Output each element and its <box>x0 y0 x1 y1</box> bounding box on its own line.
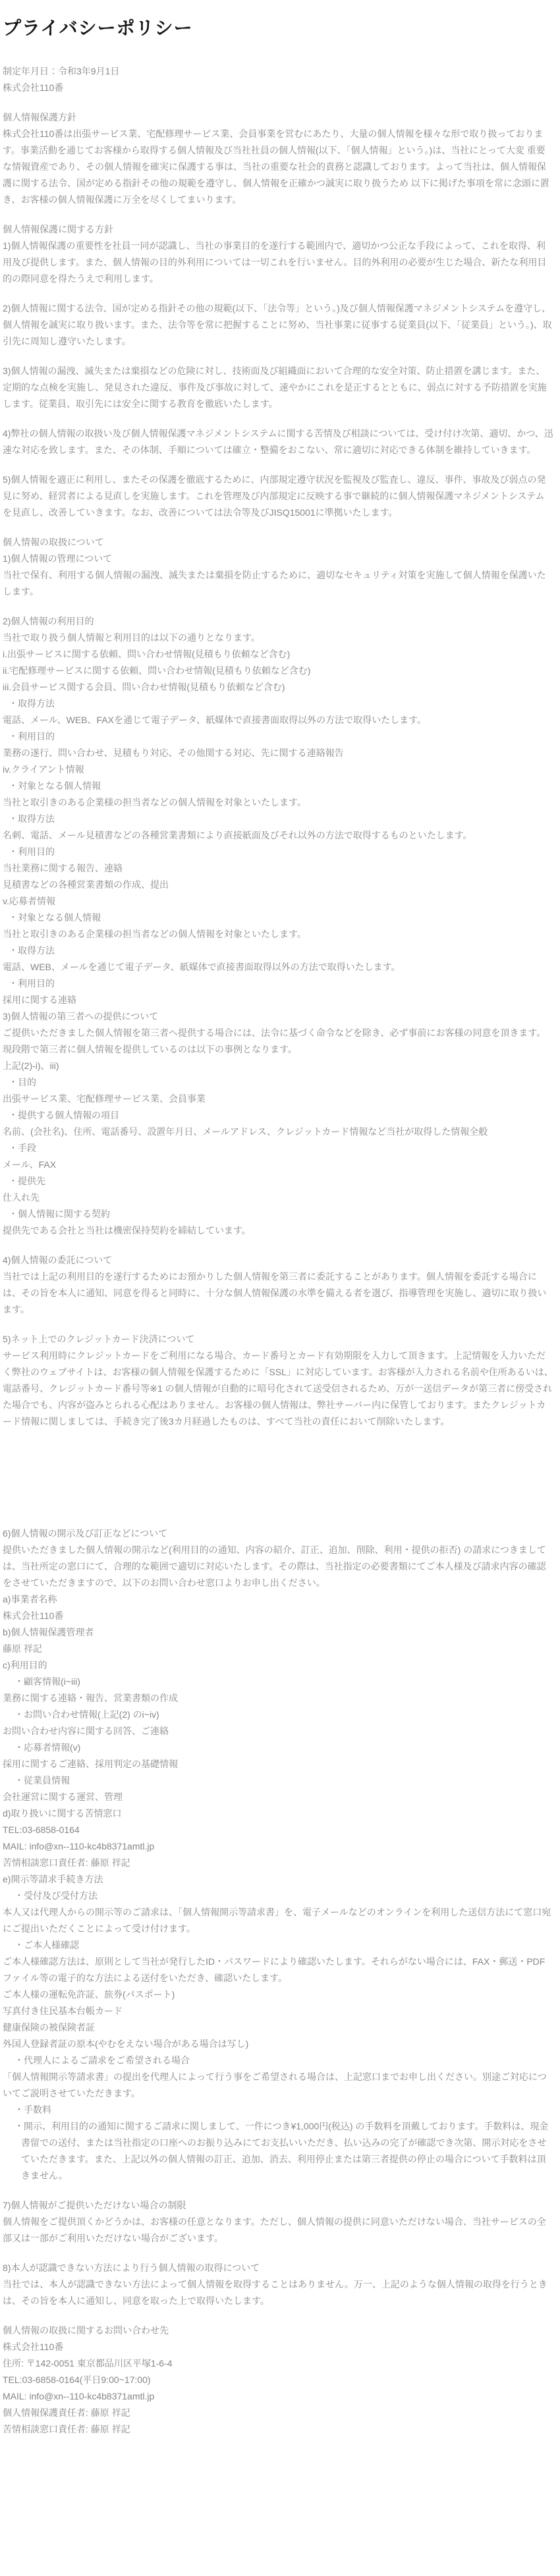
text-line: 3)個人情報の第三者への提供について <box>3 1011 159 1022</box>
text-block <box>3 2197 553 2247</box>
text-line: 住所: 〒142-0051 東京都品川区平塚1-6-4 <box>3 2358 173 2369</box>
text-line: 出張サービス業、宅配修理サービス業、会員事業 <box>3 1093 206 1104</box>
text-line: TEL:03-6858-0164(平日9:00~17:00) <box>3 2374 151 2385</box>
text-line: 提供先である会社と当社は機密保持契約を締結しています。 <box>3 1225 251 1236</box>
text-line: 藤原 祥記 <box>3 1643 42 1654</box>
text-line: 電話、メール、WEB、FAXを通じて電子データ、紙媒体で直接書面取得以外の方法で取得いたします。 <box>3 715 426 725</box>
text-line: a)事業者名称 <box>3 1594 57 1604</box>
text-line: 当社業務に関する報告、連絡 <box>3 863 123 873</box>
text-line: 提供いただきました個人情報の開示など(利用目的の通知、内容の紹介、訂正、追加、削除、利用・提供の拒否) の請求につきましては、当社所定の窓口にて、合理的な範囲で適切に対応いたします。その際は、当社指定の必要書類にてご本人様及び請求内容の確認をさせていただきますので、以下のお問い合わせ窓口よりお申し出ください。 <box>3 1545 546 1588</box>
text-line: ・受付及び受付方法 <box>14 1890 98 1901</box>
text-line: ・利用目的 <box>9 978 55 989</box>
text-line: 当社と取引きのある企業様の担当者などの個人情報を対象といたします。 <box>3 797 306 808</box>
text-line: 苦情相談窓口責任者: 藤原 祥記 <box>3 1857 130 1868</box>
text-line: 電話、WEB、メールを通じて電子データ、紙媒体で直接書面取得以外の方法で取得いたします。 <box>3 962 401 972</box>
text-line: ・対象となる個人情報 <box>9 912 101 923</box>
text-line: ・利用目的 <box>9 846 55 857</box>
text-line: 7)個人情報がご提供いただけない場合の制限 <box>3 2200 186 2210</box>
text-line: 当社で保有、利用する個人情報の漏洩、滅失または棄損を防止するために、適切なセキュリティ対策を実施して個人情報を保護いたします。 <box>3 570 546 597</box>
text-line: ご本人様確認方法は、原則として当社が発行したID・パスワードにより確認いたします。それらがない場合には、FAX・郵送・PDFファイル等の電子的な方法による送付をいただき、確認いたします。 <box>3 1956 546 1983</box>
text-block <box>3 613 553 1239</box>
text-line: iv.クライアント情報 <box>3 764 84 775</box>
text-line: 健康保険の被保険者証 <box>3 2022 95 2033</box>
meta-line: 制定年月日：令和3年9月1日 <box>3 66 120 76</box>
text-line: 当社では、本人が認識できない方法によって個人情報を取得することはありません。万一、上記のような個人情報の取得を行うときは、その旨を本人に通知し、同意を取った上で取得いたします。 <box>3 2279 547 2306</box>
text-line: 個人情報保護責任者: 藤原 祥記 <box>3 2407 130 2418</box>
text-line: ・提供先 <box>9 1176 45 1186</box>
text-block <box>3 1252 553 1318</box>
text-block <box>3 534 553 600</box>
text-line: ・個人情報に関する契約 <box>9 1209 110 1219</box>
text-line: 株式会社110番は出張サービス業、宅配修理サービス業、会員事業を営むにあたり、大量の個人情報を様々な形で取り扱っております。事業活動を通じてお客様から取得する個人情報及び当社社員の個人情報(以下、「個人情報」という。)は、当社にとって大変 重要な情報資産であり、その個人情報を確実に保護する事は、当社の重要な社会的責務と認識しております。よって当社は、個人情報保護に関する法令、国が定める指針その他の規範を遵守し、個人情報を正確かつ誠実に取り扱うため 以下に掲げた事項を常に念頭に置き、お客様の個人情報保護に万全を尽くしてまいります。 <box>3 128 549 205</box>
text-line: ・従業員情報 <box>14 1775 70 1786</box>
text-line: サービス利用時にクレジットカードをご利用になる場合、カード番号とカード有効期限を入力して頂きます。上記情報を入力いただく弊社のウェブサイトは、お客様の個人情報を保護するために「SSL」に対応しています。お客様が入力される名前や住所あるいは、電話番号、クレジットカード番号等※1 の個人情報が自動的に暗号化されて送受信されるため、万が一送信データが第三者に傍受された場合でも、内容が盗みとられる心配はありません。お客様の個人情報は、弊社サーバー内に保管しております。またクレジットカード情報に関しましては、手続き完了後3カ月経過したものは、すべて当社の責任において削除いたします。 <box>3 1350 553 1427</box>
text-line: 個人情報の取扱について <box>3 537 104 547</box>
text-line: 個人情報をご提供頂くかどうかは、お客様の任意となります。ただし、個人情報の提供に同意いただけない場合、当社サービスの全部又は一部がご利用いただけない場合がございます。 <box>3 2216 546 2243</box>
text-line: 苦情相談窓口責任者: 藤原 祥記 <box>3 2424 130 2434</box>
text-line: e)開示等請求手続き方法 <box>3 1874 103 1884</box>
text-block <box>3 1331 553 1430</box>
text-line: 本人又は代理人からの開示等のご請求は、「個人情報開示等請求書」を、電子メールなどのオンラインを利用した送信方法にて窓口宛にご提出いただくことによって受け付けます。 <box>3 1907 551 1934</box>
text-line: ・代理人によるご請求をご希望される場合 <box>14 2055 190 2066</box>
text-line: ・開示、利用目的の通知に関するご請求に関しまして、一件につき¥1,000円(税込) の手数料を頂戴しております。手数料は、現金書留での送付、または当社指定の口座へのお振り込みにてお支払いいただき、払い込みの完了が確認でき次第、開示対応をさせていただきます。また、上記以外の個人情報の訂正、追加、消去、利用停止または第三者提供の停止の場合について手数料は頂きません。 <box>14 2121 549 2181</box>
text-block <box>3 472 553 521</box>
text-line: メール、FAX <box>3 1159 57 1170</box>
text-line: i.出張サービスに関する依頼、問い合わせ情報(見積もり依頼など含む) <box>3 649 291 659</box>
text-line: 名前、(会社名)、住所、電話番号、設置年月日、メールアドレス、クレジットカード情報など当社が取得した情報全般 <box>3 1126 488 1137</box>
text-line: c)利用目的 <box>3 1660 47 1670</box>
text-line: 個人情報の取扱に関するお問い合わせ先 <box>3 2325 169 2336</box>
text-line: ・応募者情報(v) <box>14 1742 81 1753</box>
text-block <box>3 1525 553 2184</box>
text-line: ・提供する個人情報の項目 <box>9 1110 119 1120</box>
text-line: 1)個人情報の管理について <box>3 553 113 564</box>
text-line: ・目的 <box>9 1077 36 1087</box>
text-line: 8)本人が認識できない方法により行う個人情報の取得について <box>3 2262 260 2273</box>
text-line: 4)弊社の個人情報の取扱い及び個人情報保護マネジメントシステムに関する苦情及び相談については、受け付け次第、適切、かつ、迅速な対応を致します。また、その体制、手順については確立・整備をおこない、常に適切に対応できる体制を維持していきます。 <box>3 428 553 455</box>
text-line: ・取得方法 <box>9 698 55 709</box>
text-line: ・ご本人様確認 <box>14 1940 79 1950</box>
text-block <box>3 109 553 208</box>
text-line: 個人情報保護方針 <box>3 112 76 123</box>
text-line: 仕入れ先 <box>3 1192 40 1203</box>
text-line: お問い合わせ内容に関する回答、ご連絡 <box>3 1726 169 1736</box>
text-line: 採用に関する連絡 <box>3 995 76 1005</box>
text-line: ・対象となる個人情報 <box>9 781 101 791</box>
text-line: 業務に関する連絡・報告、営業書類の作成 <box>3 1693 178 1703</box>
text-line: 5)ネット上でのクレジットカード決済について <box>3 1334 195 1344</box>
text-line: b)個人情報保護管理者 <box>3 1627 94 1637</box>
text-line: ・取得方法 <box>9 813 55 824</box>
text-line: 採用に関するご連絡、採用判定の基礎情報 <box>3 1759 178 1769</box>
text-block <box>3 300 553 350</box>
text-line: 5)個人情報を適正に利用し、またその保護を徹底するために、内部規定遵守状況を監視及び監査し、違反、事件、事故及び弱点の発見に努め、経営者による見直しを実施します。これを管理及び内部規定に反映する事で継続的に個人情報保護マネジメントシステムを見直し、改善していきます。なお、改善については法令等及びJISQ15001に準拠いたします。 <box>3 474 546 518</box>
text-line: 当社と取引きのある企業様の担当者などの個人情報を対象といたします。 <box>3 929 306 939</box>
text-line: ・手数料 <box>14 2104 51 2115</box>
text-line: 会社運営に関する運営、管理 <box>3 1792 123 1802</box>
text-block <box>3 221 553 287</box>
text-line: 2)個人情報の利用目的 <box>3 616 94 626</box>
meta-block <box>3 63 553 96</box>
text-line: iii.会員サービス関する会員、問い合わせ情報(見積もり依頼など含む) <box>3 682 285 692</box>
text-line: TEL:03-6858-0164 <box>3 1824 80 1835</box>
page-title: プライバシーポリシー <box>3 18 193 38</box>
text-line: 写真付き住民基本台帳カード <box>3 2006 123 2016</box>
text-line: 4)個人情報の委託について <box>3 1255 113 1265</box>
text-line: MAIL: info@xn--110-kc4b8371amtl.jp <box>3 2391 155 2401</box>
text-line: ・取得方法 <box>9 945 55 956</box>
text-line: ・手段 <box>9 1143 36 1153</box>
text-line: 株式会社110番 <box>3 1610 64 1621</box>
meta-line: 株式会社110番 <box>3 82 64 93</box>
text-line: 見積書などの各種営業書類の作成、提出 <box>3 879 169 890</box>
document-body <box>3 109 553 2438</box>
text-line: ii.宅配修理サービスに関する依頼、問い合わせ情報(見積もり依頼など含む) <box>3 665 311 676</box>
text-block <box>3 425 553 458</box>
text-line: 業務の遂行、問い合わせ、見積もり対応、その他関する対応、先に関する連絡報告 <box>3 748 344 758</box>
text-block <box>3 2322 553 2438</box>
text-line: 株式会社110番 <box>3 2342 64 2352</box>
text-line: ・利用目的 <box>9 731 55 742</box>
text-line: 個人情報保護に関する方針 <box>3 224 113 234</box>
text-line: 「個人情報開示等請求書」の提出を代理人によって行う事をご希望される場合は、上記窓口までお申し出ください。別途ご対応についてご説明させていただきます。 <box>3 2071 547 2098</box>
text-line: 6)個人情報の開示及び訂正などについて <box>3 1528 168 1539</box>
text-line: ・お問い合わせ情報(上記(2) のi~iv) <box>14 1709 159 1720</box>
text-line: 名刺、電話、メール見積書などの各種営業書類により直接紙面及びそれ以外の方法で取得するものといたします。 <box>3 830 472 840</box>
text-line: 当社で取り扱う個人情報と利用目的は以下の通りとなります。 <box>3 632 260 643</box>
text-line: v.応募者情報 <box>3 896 55 906</box>
text-block <box>3 2260 553 2309</box>
text-line: 外国人登録者証の原本(やむをえない場合がある場合は写し) <box>3 2039 249 2049</box>
text-line: MAIL: info@xn--110-kc4b8371amtl.jp <box>3 1841 155 1851</box>
text-line: 2)個人情報に関する法令、国が定める指針その他の規範(以下、「法令等」という。)及び個人情報保護マネジメントシステムを遵守し、個人情報を誠実に取り扱います。また、法令等を常に把握することに努め、当社事業に従事する従業員(以下、「従業員」という。)、取引先に周知し遵守いたします。 <box>3 303 552 346</box>
text-block <box>3 363 553 412</box>
text-line: ご本人様の運転免許証、旅券(パスポート) <box>3 1989 175 2000</box>
text-line: 上記(2)-i)、iii) <box>3 1060 59 1071</box>
text-line: 3)個人情報の漏洩、滅失または棄損などの危険に対し、技術面及び組織面において合理的な安全対策、防止措置を講じます。また、定期的な点検を実施し、発見された違反、事件及び事故に対して、速やかにこれを是正するとともに、弱点に対する予防措置を実施します。従業員、取引先には安全に関する教育を徹底いたします。 <box>3 366 547 409</box>
text-line: d)取り扱いに関する苦情窓口 <box>3 1808 122 1819</box>
text-line: 1)個人情報保護の重要性を社員一同が認識し、当社の事業目的を遂行する範囲内で、適切かつ公正な手段によって、これを取得、利用及び提供します。また、個人情報の目的外利用については一切これを行いません。目的外利用の必要が生じた場合、新たな利用目的の際同意を得たうえで利用します。 <box>3 240 547 284</box>
text-line: ご提供いただきました個人情報を第三者へ提供する場合には、法令に基づく命令などを除き、必ず事前にお客様の同意を頂きます。現段階で第三者に個人情報を提供しているのは以下の事例となります。 <box>3 1028 546 1055</box>
text-line: ・顧客情報(i~iii) <box>14 1676 80 1687</box>
text-line: 当社では上記の利用目的を遂行するためにお預かりした個人情報を第三者に委託することがあります。個人情報を委託する場合には、その旨を本人に通知、同意を得ると同時に、十分な個人情報保護の水準を備える者を選び、指導管理を実施し、適切に取り扱います。 <box>3 1271 547 1315</box>
